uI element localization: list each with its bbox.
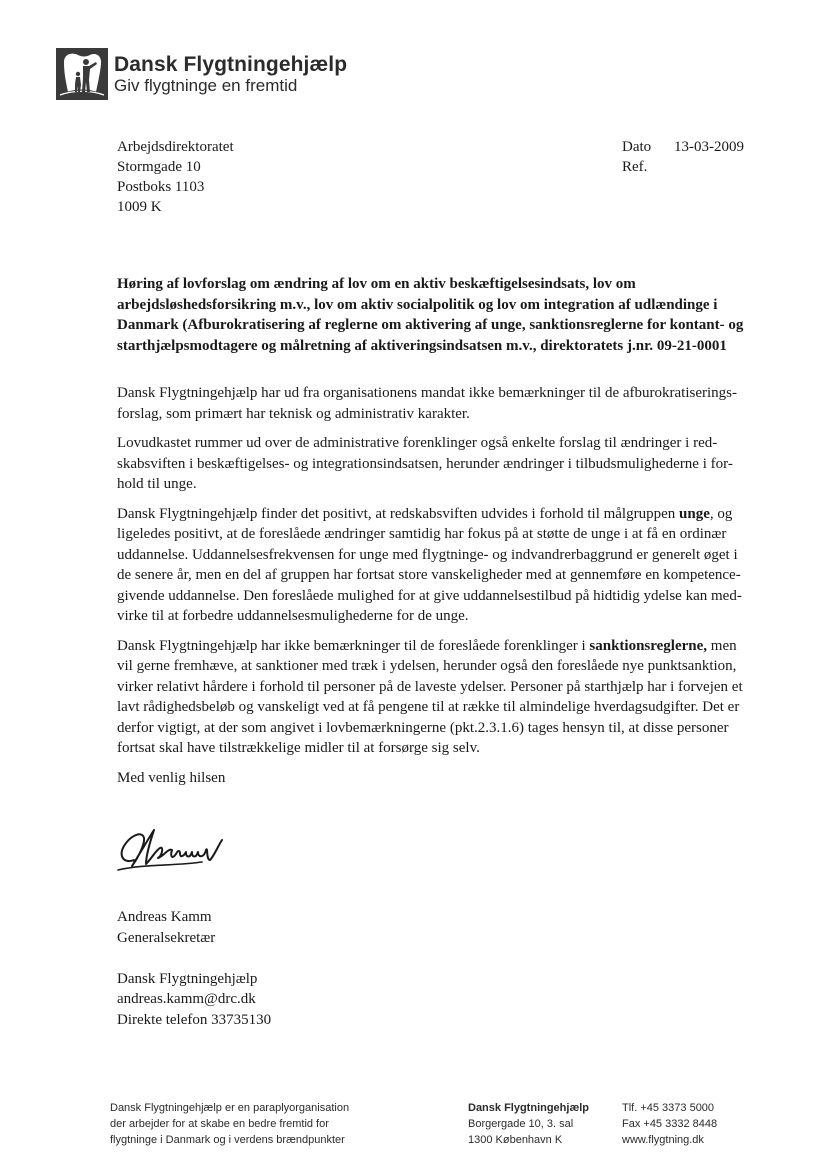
- body-line: [117, 636, 787, 657]
- body-line: ligeledes positivt, at de foreslåede ændringer samtidig har fokus på at støtte de unge i at få en ordinær: [117, 526, 727, 542]
- body-line: derfor vigtigt, at der som angivet i lovbemærkningerne (pkt.2.3.1.6) tages hensyn til, at disse personer: [117, 719, 729, 736]
- body-line: [117, 504, 787, 525]
- body-line: fortsat skal have tilstrækkelige midler til at forsørge sig selv.: [117, 740, 480, 756]
- footer-org-name: Dansk Flygtningehjælp: [468, 1102, 590, 1114]
- recipient-address: [117, 137, 234, 217]
- footer-about-line: der arbejder for at skabe en bedre fremtid for: [110, 1118, 329, 1130]
- body-line: forslag, som primært har teknisk og administrativ karakter.: [117, 405, 470, 422]
- signer-phone: Direkte telefon 33735130: [117, 1011, 272, 1028]
- handwritten-signature-icon: [114, 820, 274, 885]
- letterhead-logo: [56, 48, 347, 100]
- footer-fax: Fax +45 3332 8448: [622, 1118, 718, 1130]
- signer-org: Dansk Flygtningehjælp: [117, 970, 258, 987]
- body-line: virke til at forbedre uddannelsesmulighederne for de unge.: [117, 608, 469, 624]
- letter-body: [117, 383, 787, 768]
- body-text: men: [707, 637, 737, 654]
- body-line: skabsviften i beskæftigelses- og integrationsindsatsen, herunder ændringer i tilbudsmulighederne i for-: [117, 455, 733, 472]
- spacer: [117, 948, 271, 969]
- date-row: [622, 137, 744, 157]
- emphasis-unge: unge: [679, 505, 710, 522]
- body-line: hold til unge.: [117, 476, 197, 492]
- body-line: uddannelse. Uddannelsesfrekvensen for unge med flygtninge- og indvandrerbaggrund er generelt øget i: [117, 546, 738, 563]
- recipient-line: Arbejdsdirektoratet: [117, 139, 234, 155]
- signer-name: Andreas Kamm: [117, 909, 212, 925]
- footer-phone: Tlf. +45 3373 5000: [622, 1102, 715, 1114]
- body-line: virker relativt hårdere i forhold til personer på de laveste ydelser. Personer på starthjælp har i forvejen et: [117, 678, 743, 695]
- body-line: Lovudkastet rummer ud over de administrative forenklinger også enkelte forslag til ændringer i red-: [117, 435, 718, 451]
- recipient-line: Stormgade 10: [117, 159, 201, 175]
- subject-line: Danmark (Afburokratisering af reglerne om aktivering af unge, sanktionsreglerne for kontant- og: [117, 317, 744, 333]
- footer-about-line: flygtninge i Danmark og i verdens brændpunkter: [110, 1134, 345, 1146]
- paragraph-1: [117, 383, 787, 424]
- footer-about-line: Dansk Flygtningehjælp er en paraplyorganisation: [110, 1102, 350, 1114]
- body-text: Dansk Flygtningehjælp finder det positivt, at redskabsviften udvides i forhold til målgruppen: [117, 505, 680, 522]
- body-text: Dansk Flygtningehjælp har ikke bemærkninger til de foreslåede forenklinger i: [117, 637, 590, 654]
- signer-title: Generalsekretær: [117, 929, 216, 946]
- footer-city: 1300 København K: [468, 1134, 563, 1146]
- body-line: givende uddannelse. Den foreslåede mulighed for at give uddannelsestilbud på hidtidig ydelse kan med-: [117, 587, 742, 604]
- closing-greeting: Med venlig hilsen: [117, 770, 226, 786]
- footer-web: www.flygtning.dk: [622, 1134, 704, 1146]
- footer-about: [110, 1100, 349, 1148]
- date-label: Dato: [622, 139, 652, 155]
- body-line: vil gerne fremhæve, at sanktioner med træk i ydelsen, herunder også den foreslåede nye punktsanktion,: [117, 658, 737, 674]
- recipient-line: 1009 K: [117, 199, 162, 215]
- paragraph-3: [117, 504, 787, 627]
- recipient-line: Postboks 1103: [117, 179, 205, 195]
- ref-row: [622, 157, 744, 177]
- ref-label: Ref.: [622, 159, 648, 175]
- paragraph-4: [117, 636, 787, 759]
- signer-email: andreas.kamm@drc.dk: [117, 991, 256, 1007]
- subject-line: arbejdsløshedsforsikring m.v., lov om aktiv socialpolitik og lov om integration af udlændinge i: [117, 296, 718, 313]
- paragraph-2: [117, 433, 787, 495]
- letter-meta: [622, 137, 744, 177]
- org-name: Dansk Flygtningehjælp: [114, 52, 348, 76]
- emphasis-sanktionsreglerne: sanktionsreglerne,: [589, 637, 708, 654]
- body-line: lavt rådighedsbeløb og vanskeligt ved at få pengene til at række til almindelige hverdagsudgifter. Det er: [117, 699, 740, 715]
- subject-line: Høring af lovforslag om ændring af lov om en aktiv beskæftigelsesindsats, lov om: [117, 276, 636, 292]
- body-line: de senere år, men en del af gruppen har fortsat store vanskeligheder med at gennemføre en kompetence-: [117, 567, 741, 583]
- footer-street: Borgergade 10, 3. sal: [468, 1118, 574, 1130]
- date-value: 13-03-2009: [674, 139, 744, 155]
- refugee-family-icon: [56, 48, 108, 100]
- subject-line: starthjælpsmodtagere og målretning af aktiveringsindsatsen m.v., direktoratets j.nr. 09-21-0001: [117, 337, 727, 354]
- signer-block: [117, 907, 271, 1030]
- org-tagline: Giv flygtninge en fremtid: [114, 75, 298, 95]
- footer-contact: [622, 1100, 717, 1148]
- body-text: , og: [709, 505, 733, 522]
- footer-address: [468, 1100, 589, 1148]
- letter-subject: [117, 274, 777, 356]
- body-line: Dansk Flygtningehjælp har ud fra organisationens mandat ikke bemærkninger til de afburokratiserings-: [117, 385, 738, 401]
